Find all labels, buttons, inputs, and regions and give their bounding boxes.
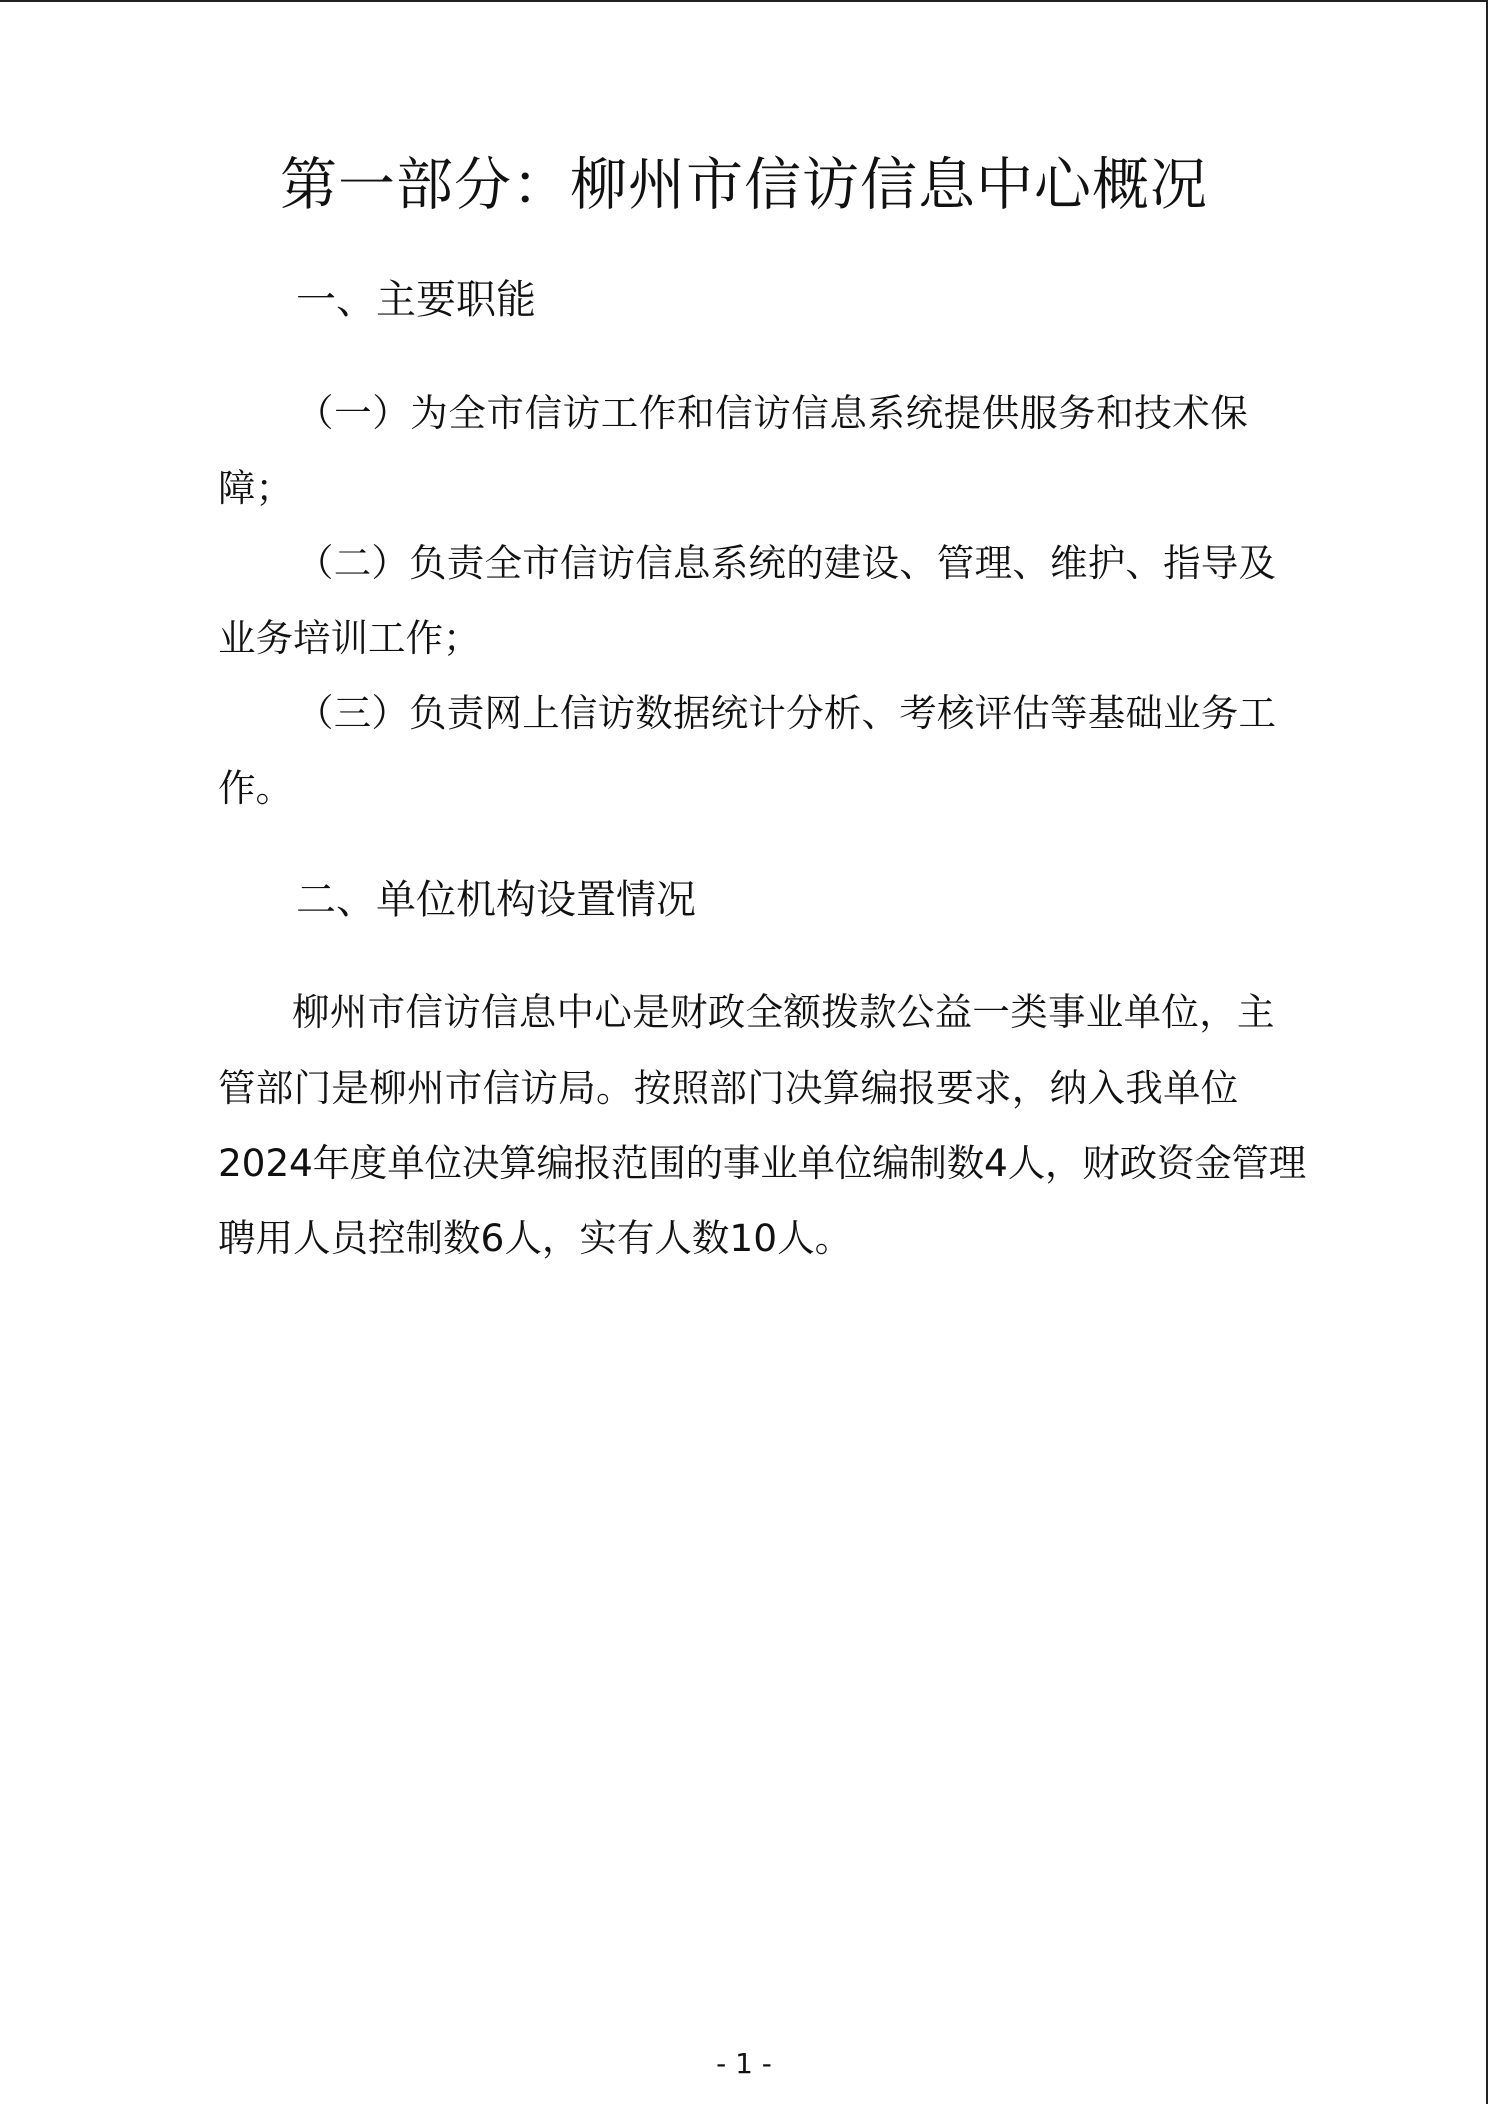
page-number: - 1 - bbox=[716, 2047, 772, 2080]
function-item-2-line-2: 业务培训工作； bbox=[218, 616, 481, 660]
function-item-2-line-1: （二）负责全市信访信息系统的建设、管理、维护、指导及 bbox=[296, 541, 1277, 585]
function-item-3-line-2: 作。 bbox=[218, 766, 293, 810]
function-item-3-line-1: （三）负责网上信访数据统计分析、考核评估等基础业务工 bbox=[296, 691, 1277, 735]
page-title: 第一部分：柳州市信访信息中心概况 bbox=[280, 152, 1208, 218]
section-heading-main-functions: 一、主要职能 bbox=[296, 277, 536, 323]
section-heading-organization: 二、单位机构设置情况 bbox=[296, 877, 696, 923]
organization-paragraph-line-2: 管部门是柳州市信访局。按照部门决算编报要求，纳入我单位 bbox=[218, 1066, 1239, 1110]
organization-paragraph-line-1: 柳州市信访信息中心是财政全额拨款公益一类事业单位，主 bbox=[292, 990, 1275, 1034]
organization-paragraph-line-3: 2024年度单位决算编报范围的事业单位编制数4人，财政资金管理 bbox=[218, 1141, 1307, 1185]
organization-paragraph-line-4: 聘用人员控制数6人，实有人数10人。 bbox=[218, 1216, 853, 1260]
function-item-1-line-2: 障； bbox=[218, 466, 293, 510]
function-item-1-line-1: （一）为全市信访工作和信访信息系统提供服务和技术保 bbox=[296, 391, 1249, 435]
